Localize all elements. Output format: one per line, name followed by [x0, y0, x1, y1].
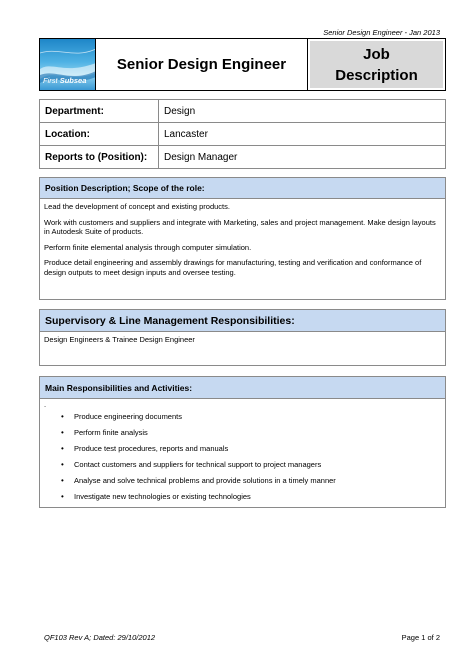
reports-to-label: Reports to (Position):: [40, 146, 159, 169]
list-item: • Perform finite analysis: [44, 428, 441, 437]
supervisory-section: [39, 309, 446, 366]
jd-line-1: Job: [363, 45, 390, 63]
logo-word-1: First: [43, 76, 58, 85]
list-item: • Investigate new technologies or existing technologies: [44, 492, 441, 501]
paragraph: Perform finite elemental analysis through computer simulation.: [44, 242, 252, 252]
logo-word-2: Subsea: [59, 76, 87, 85]
table-row: [40, 146, 446, 169]
responsibilities-list: [44, 412, 441, 502]
position-description-heading: Position Description; Scope of the role:: [40, 178, 445, 199]
paragraph: Work with customers and suppliers and integrate with Marketing, sales and project management. Make design layouts in Autodesk Suite of products.: [44, 217, 436, 236]
stray-marker: .: [44, 400, 47, 409]
position-description-section: [39, 177, 446, 300]
logo-wordmark: [43, 76, 86, 85]
list-item: • Produce test procedures, reports and manuals: [44, 444, 441, 453]
paragraph: Lead the development of concept and existing products.: [44, 202, 230, 211]
list-item: • Analyse and solve technical problems and provide solutions in a timely manner: [44, 476, 441, 485]
location-label: Location:: [40, 123, 159, 146]
location-value: Lancaster: [159, 123, 446, 146]
job-description-label: [308, 39, 445, 90]
paragraph: Produce detail engineering and assembly drawings for manufacturing, testing and verification and conformance of design outputs to meet design inputs and oversee testing.: [44, 258, 422, 277]
supervisory-heading: Supervisory & Line Management Responsibilities:: [40, 310, 445, 332]
department-value: Design: [159, 100, 446, 123]
table-row: [40, 100, 446, 123]
page-number: Page 1 of 2: [401, 633, 440, 642]
list-item: • Contact customers and suppliers for technical support to project managers: [44, 460, 441, 469]
document-reference: Senior Design Engineer - Jan 2013: [323, 28, 440, 37]
reports-to-value: Design Manager: [159, 146, 446, 169]
job-info-table: [39, 99, 446, 169]
responsibilities-section: [39, 376, 446, 508]
form-reference: QF103 Rev A; Dated: 29/10/2012: [44, 633, 156, 642]
supervisory-body: [40, 332, 445, 354]
responsibilities-body: [40, 399, 445, 512]
company-logo: [40, 39, 96, 90]
jd-line-2: Description: [335, 66, 418, 84]
department-label: Department:: [40, 100, 159, 123]
responsibilities-heading: Main Responsibilities and Activities:: [40, 377, 445, 399]
document-header: [39, 38, 446, 91]
list-item: • Produce engineering documents: [44, 412, 441, 421]
table-row: [40, 123, 446, 146]
job-title: Senior Design Engineer: [96, 39, 308, 90]
position-description-body: [40, 199, 445, 286]
paragraph: Design Engineers & Trainee Design Engineer: [44, 335, 195, 344]
